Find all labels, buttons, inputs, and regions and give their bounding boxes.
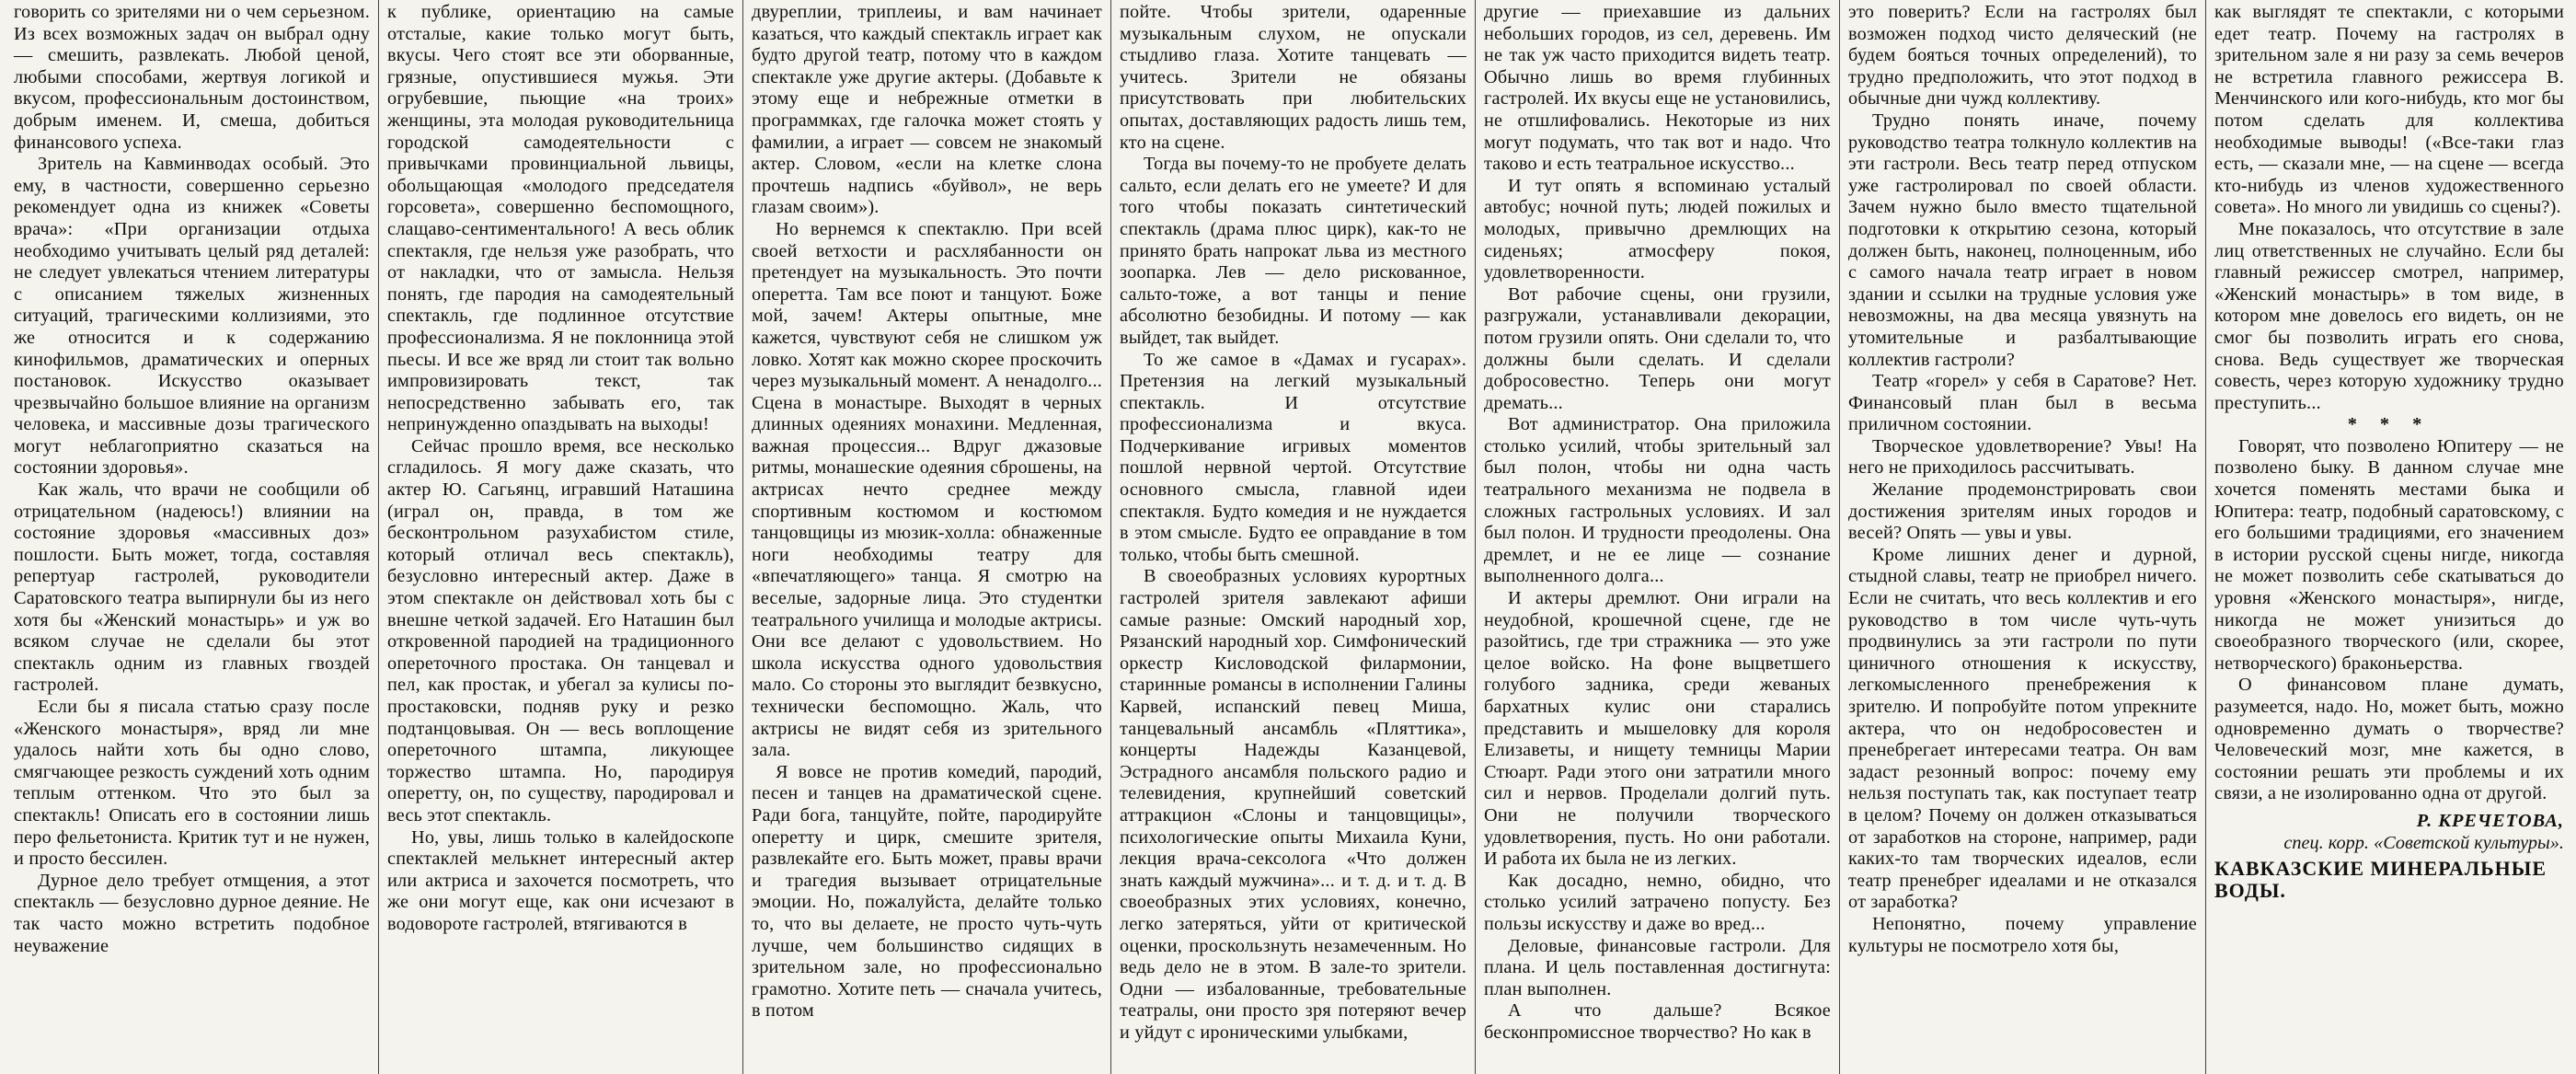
- article-paragraph: Как жаль, что врачи не сообщили об отрицательном (надеюсь!) влиянии на состояние здоровья «массивных доз» пошлости. Быть может, тогда, составляя репертуар гастролей, руководители Саратовского театра выпирнули бы из него хотя бы «Женский монастырь» и уж во всяком случае не сделали бы этот спектакль одним из главных гвоздей гастролей.: [14, 479, 370, 696]
- article-paragraph: Тогда вы почему-то не пробуете делать сальто, если делать его не умеете? И для того чтобы показать синтетический спектакль (драма плюс цирк), как-то не принято брать напрокат льва из местного зоопарка. Лев — дело рискованное, сальто-тоже, а вот танцы и пение абсолютно безобидны. И потому — как выйдет, так выйдет.: [1120, 154, 1466, 348]
- article-paragraph: Деловые, финансовые гастроли. Для плана. И цель поставленная достигнута: план выполнен.: [1484, 935, 1831, 999]
- article-column-3: [743, 0, 1111, 1074]
- article-paragraph: пойте. Чтобы зрители, одаренные музыкальным слухом, не опускали стыдливо глаза. Хотите танцевать — учитесь. Зрители не обязаны присутствовать при любительских опытах, доставляющих радость лишь тем, кто на сцене.: [1120, 2, 1466, 153]
- article-paragraph: А что дальше? Всякое бесконпромиссное творчество? Но как в: [1484, 1000, 1831, 1043]
- article-paragraph: Зритель на Кавминводах особый. Это ему, в частности, совершенно серьезно рекомендует одна из книжек «Советы врача»: «При организации отдыха необходимо учитывать целый ряд деталей: не следует увлекаться чтением литературы с описанием тяжелых жизненных ситуаций, трагическими коллизиями, это же относится и к содержанию кинофильмов, драматических и оперных постановок. Искусство оказывает чрезвычайно большое влияние на организм человека, и массивные дозы трагического могут неблагоприятно сказаться на состоянии здоровья».: [14, 154, 370, 479]
- article-paragraph: И тут опять я вспоминаю усталый автобус; ночной путь; людей пожилых и молодых, привычно дремлющих на сиденьях; атмосферу покоя, удовлетворенности.: [1484, 175, 1831, 283]
- article-column-4: [1111, 0, 1476, 1074]
- article-paragraph: И актеры дремлют. Они играли на неудобной, крошечной сцене, где не разойтись, где три стражника — это уже целое войско. На фоне выцветшего голубого задника, среди жеваных бархатных кулис они старались представить и мышеловку для короля Елизаветы, и нищету темницы Марии Стюарт. Ради этого они затратили много сил и нервов. Проделали долгий путь. Они не получили творческого удовлетворения, пусть. Но они работали. И работа их была не из легких.: [1484, 588, 1831, 870]
- article-paragraph: Вот рабочие сцены, они грузили, разгружали, устанавливали декорации, потом грузили опять. Они сделали то, что должны были сделать. И сделали добросовестно. Теперь они могут дремать...: [1484, 283, 1831, 413]
- article-paragraph: Трудно понять иначе, почему руководство театра толкнуло коллектив на эти гастроли. Весь театр перед отпуском уже гастролировал по своей области. Зачем нужно было вместо тщательной подготовки к открытию сезона, который должен быть, наконец, полноценным, ибо с самого начала театр играет в новом здании и ссылки на трудные условия уже невозможны, на два месяца увязнуть на утомительные и разбалтывающие коллектив гастроли?: [1848, 110, 2197, 370]
- article-paragraph: Я вовсе не против комедий, пародий, песен и танцев на драматической сцене. Ради бога, танцуйте, пойте, пародируйте оперетту и цирк, смешите зрителя, развлекайте его. Быть может, правы врачи и трагедия вызывает отрицательные эмоции. Но, пожалуйста, делайте только то, что вы делаете, не просто чуть-чуть лучше, чем большинство сидящих в зрительном зале, но профессионально грамотно. Хотите петь — сначала учитесь, в потом: [752, 761, 1102, 1022]
- article-column-7: [2206, 0, 2572, 1074]
- article-paragraph: Желание продемонстрировать свои достижения зрителям иных городов и весей? Опять — увы и увы.: [1848, 479, 2197, 544]
- article-paragraph: другие — приехавшие из дальних небольших городов, из сел, деревень. Им не так уж часто приходится видеть театр. Обычно лишь во время глубинных гастролей. Их вкусы еще не установились, не отшлифовались. Некоторые из них могут подумать, что так вот и надо. Что таково и есть театральное искусство...: [1484, 2, 1831, 175]
- article-column-1: [6, 0, 379, 1074]
- article-paragraph: Если бы я писала статью сразу после «Женского монастыря», вряд ли мне удалось найти хоть бы одно слово, смягчающее резкость суждений хоть одним теплым оттенком. Что это был за спектакль! Описать его в состоянии лишь перо фельетониста. Критик тут и не нужен, и просто бессилен.: [14, 697, 370, 870]
- section-separator: * * *: [2347, 414, 2432, 435]
- article-paragraph: это поверить? Если на гастролях был возможен подход чисто деляческий (не будем бояться точных определений), то трудно предположить, что этот подход в обычные дни чужд коллективу.: [1848, 2, 2197, 110]
- article-paragraph: двуреплии, триплеиы, и вам начинает казаться, что каждый спектакль играет как будто другой театр, потому что в каждом спектакле уже другие актеры. (Добавьте к этому еще и небрежные отметки в программках, где галочка может стоять у фамилии, а играет — совсем не знакомый актер. Словом, «если на клетке слона прочтешь надпись «буйвол», не верь глазам своим»).: [752, 2, 1102, 218]
- author-name: Р. КРЕЧЕТОВА,: [2416, 810, 2564, 831]
- article-signature: [2214, 811, 2564, 902]
- article-paragraph: Но, увы, лишь только в калейдоскопе спектаклей мелькнет интересный актер или актриса и захочется посмотреть, что же они могут еще, как они исчезают в водовороте гастролей, втягиваются в: [387, 826, 734, 934]
- article-paragraph: Говорят, что позволено Юпитеру — не позволено быку. В данном случае мне хочется поменять местами быка и Юпитера: театр, подобный саратовскому, с его большими традициями, его значением в истории русской сцены нигде, никогда не может позволить себе скатываться до уровня «Женского монастыря», нигде, никогда не может унизиться до своеобразного творческого (или, скорее, нетворческого) браконьерства.: [2214, 435, 2564, 674]
- article-paragraph: Театр «горел» у себя в Саратове? Нет. Финансовый план был в весьма приличном состоянии.: [1848, 371, 2197, 435]
- article-paragraph: В своеобразных условиях курортных гастролей зрителя завлекают афиши самые разные: Омский народный хор, Рязанский народный хор. Симфонический оркестр Кисловодской филармонии, старинные романсы в исполнении Галины Карвей, испанский певец Миша, танцевальный ансамбль «Пляттика», концерты Надежды Казанцевой, Эстрадного ансамбля польского радио и телевидения, крупнейший советский аттракцион «Слоны и танцовщицы», психологические опыты Михаила Куни, лекция врача-сексолога «Что должен знать каждый мужчина»... и т. д. и т. д. В своеобразных этих условиях, конечно, легко затеряться, уйти от критической оценки, проскользнуть незамеченным. Но ведь дело не в этом. В зале-то зрители. Одни — избалованные, требовательные театралы, они просто зря потеряют вечер и уйдут с ироническими улыбками,: [1120, 566, 1466, 1043]
- article-paragraph: Как досадно, немно, обидно, что столько усилий затрачено попусту. Без пользы искусству и даже во вред...: [1484, 870, 1831, 934]
- article-paragraph: Мне показалось, что отсутствие в зале лиц ответственных не случайно. Если бы главный режиссер смотрел, например, «Женский монастырь» в том виде, в котором мне довелось его видеть, он не смог бы позволить играть его снова, снова. Ведь существует же творческая совесть, через которую художнику трудно преступить...: [2214, 218, 2564, 413]
- article-paragraph: к публике, ориентацию на самые отсталые, какие только могут быть, вкусы. Чего стоят все эти оборванные, грязные, опустившиеся мужья. Эти огрубевшие, пьющие «на троих» женщины, эта молодая руководительница городской самодеятельности с привычками провинциальной львицы, обольщающая «молодого председателя горсовета», совершенно беспомощного, слащаво-сентиментального! А весь облик спектакля, где нельзя уже разобрать, что от накладки, что от замысла. Нельзя понять, где пародия на самодеятельный спектакль, где подлинное отсутствие профессионализма. Я не поклонница этой пьесы. И все же вряд ли стоит так вольно импровизировать текст, так непосредственно забывать его, так непринужденно опаздывать на выходы!: [387, 2, 734, 435]
- column-7-paragraphs: [2214, 2, 2564, 805]
- article-column-5: [1476, 0, 1840, 1074]
- article-paragraph: как выглядят те спектакли, с которыми едет театр. Почему на гастролях в зрительном зале я ни разу за семь вечеров не встретила главного режиссера В. Менчинского или кого-нибудь, кто мог бы потом сделать для коллектива необходимые выводы! («Все-таки глаз есть, — сказали мне, — на сцене — всегда кто-нибудь из членов художественного совета». Но много ли увидишь со сцены?).: [2214, 2, 2564, 218]
- dateline-place: КАВКАЗСКИЕ МИНЕРАЛЬНЫЕ ВОДЫ.: [2214, 857, 2547, 903]
- article-paragraph: Непонятно, почему управление культуры не посмотрело хотя бы,: [1848, 913, 2197, 956]
- author-position: спец. корр. «Советской культуры».: [2283, 832, 2564, 853]
- article-paragraph: Но вернемся к спектаклю. При всей своей ветхости и расхлябанности он претендует на музыкальность. Это почти оперетта. Там все поют и танцуют. Боже мой, зачем! Актеры опытные, мне кажется, чувствуют себя не слишком уж ловко. Хотят как можно скорее проскочить через музыкальный момент. А ненадолго... Сцена в монастыре. Выходят в черных длинных одеяниях монахини. Медленная, важная процессия... Вдруг джазовые ритмы, монашеские одеяния сброшены, на актрисах нечто среднее между спортивным костюмом и костюмом танцовщицы из мюзик-холла: обнаженные ноги необходимы театру для «впечатляющего» танца. Я смотрю на веселые, задорные лица. Это студентки театрального училища и молодые актрисы. Они все делают с удовольствием. Но школа искусства одного удовольствия мало. Со стороны это выглядит безвкусно, технически беспомощно. Жаль, что актрисы не видят себя из зрительного зала.: [752, 218, 1102, 761]
- article-paragraph: Кроме лишних денег и дурной, стыдной славы, театр не приобрел ничего. Если не считать, что весь коллектив и его руководство в том числе чуть-чуть продвинулись за эти гастроли по пути циничного отношения к искусству, легкомысленного пренебрежения к зрителю. И попробуйте потом упрекните актера, что он недобросовестен и пренебрегает интересами театра. Он вам задаст резонный вопрос: почему ему нельзя поступать так, как поступает театр в целом? Почему он должен отказываться от заработков на стороне, например, ради каких-то там творческих идеалов, если театр пренебрег идеалами и не отказался от заработка?: [1848, 544, 2197, 913]
- article-columns: [6, 0, 2572, 1074]
- article-paragraph: То же самое в «Дамах и гусарах». Претензия на легкий музыкальный спектакль. И отсутствие профессионализма и вкуса. Подчеркивание игривых моментов пошлой нервной чертой. Отсутствие основного смысла, главной идеи спектакля. Будто комедия и не нуждается в этом смысле. Будто ее оправдание в том только, чтобы быть смешной.: [1120, 349, 1466, 565]
- article-paragraph: Дурное дело требует отмщения, а этот спектакль — безусловно дурное деяние. Не так часто можно встретить подобное неуважение: [14, 870, 370, 956]
- article-paragraph: О финансовом плане думать, разумеется, надо. Но, может быть, можно одновременно думать о творчестве? Человеческий мозг, мне кажется, в состоянии решать эти проблемы и их связи, а не изолированно одна от другой.: [2214, 675, 2564, 804]
- article-column-2: [379, 0, 743, 1074]
- article-column-6: [1840, 0, 2206, 1074]
- article-paragraph: Сейчас прошло время, все несколько сгладилось. Я могу даже сказать, что актер Ю. Сагьянц, игравший Наташина (играл он, правда, в том же бесконтрольном разухабистом стиле, который отличал весь спектакль), безусловно интересный актер. Даже в этом спектакле он действовал хоть бы с внешне четкой задачей. Его Наташин был откровенной пародией на традиционного опереточного простака. Он танцевал и пел, как простак, и убегал за кулисы по-простаковски, подняв руку и резко подтанцовывая. Он — весь воплощение опереточного штампа, ликующее торжество штампа. Но, пародируя оперетту, он, по существу, пародировал и весь этот спектакль.: [387, 435, 734, 826]
- article-paragraph: Творческое удовлетворение? Увы! На него не приходилось рассчитывать.: [1848, 435, 2197, 479]
- article-paragraph: говорить со зрителями ни о чем серьезном. Из всех возможных задач он выбрал одну — смешить, развлекать. Любой ценой, любыми способами, жертвуя логикой и вкусом, профессиональным достоинством, добрым именем. И, смеша, добиться финансового успеха.: [14, 2, 370, 153]
- article-paragraph: Вот администратор. Она приложила столько усилий, чтобы зрительный зал был полон, чтобы ни одна часть театрального механизма не подвела в сложных гастрольных условиях. И зал был полон. И трудности преодолены. Она дремлет, и не ее лице — сознание выполненного долга...: [1484, 414, 1831, 587]
